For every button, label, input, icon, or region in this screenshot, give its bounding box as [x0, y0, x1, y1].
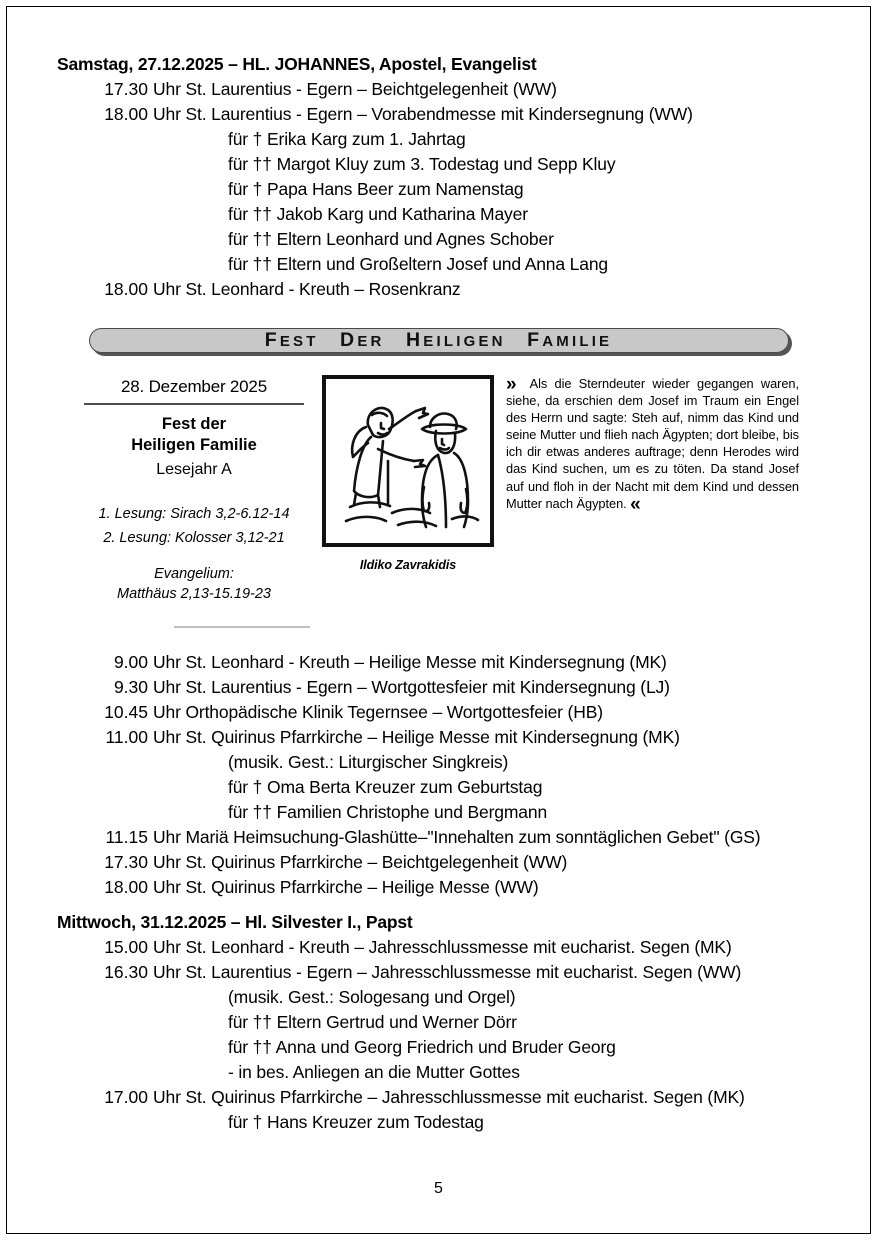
service-time: 9.00 — [113, 652, 148, 672]
intention-name: Oma Berta Kreuzer zum Geburtstag — [262, 777, 543, 797]
service-description: Uhr Orthopädische Klinik Tegernsee – Wortgottesfeier (HB) — [153, 702, 603, 722]
schedule-section-mittwoch — [0, 910, 877, 1135]
service-time: 10.45 — [104, 702, 148, 722]
cross-marker: für † — [228, 1112, 263, 1132]
service-time: 16.30 — [104, 962, 148, 982]
note-line: (musik. Gest.: Liturgischer Singkreis) — [228, 752, 509, 772]
intention-line — [88, 800, 877, 825]
service-description: Uhr Mariä Heimsuchung-Glashütte–"Innehalten zum sonntäglichen Gebet" (GS) — [153, 827, 761, 847]
day-heading-2: Mittwoch, 31.12.2025 – Hl. Silvester I., Papst — [57, 912, 413, 932]
intention-name: Anna und Georg Friedrich und Bruder Georg — [271, 1037, 616, 1057]
service-line — [88, 875, 877, 900]
service-description: Uhr St. Leonhard - Kreuth – Rosenkranz — [153, 279, 461, 299]
service-description: Uhr St. Quirinus Pfarrkirche – Heilige Messe (WW) — [153, 877, 539, 897]
illustration-column — [310, 371, 506, 572]
service-line — [88, 277, 877, 302]
gospel-quote-text — [506, 374, 799, 515]
reading-first: 1. Lesung: Sirach 3,2-6.12-14 — [98, 506, 290, 522]
feast-banner — [89, 328, 789, 353]
illustration-credit: Ildiko Zavrakidis — [359, 558, 457, 572]
intention-name: Papa Hans Beer zum Namenstag — [262, 179, 524, 199]
cross-marker: für †† — [228, 254, 272, 274]
service-line — [88, 700, 877, 725]
intention-name: Margot Kluy zum 3. Todestag und Sepp Kluy — [271, 154, 616, 174]
intention-name: Familien Christophe und Bergmann — [271, 802, 548, 822]
intention-name: Erika Karg zum 1. Jahrtag — [262, 129, 466, 149]
cross-marker: für †† — [228, 1037, 272, 1057]
readings-list — [78, 502, 310, 550]
service-line — [88, 650, 877, 675]
cross-marker: für † — [228, 777, 263, 797]
intention-line — [88, 1110, 877, 1135]
feast-title — [78, 414, 310, 456]
lectionary-year: Lesejahr A — [156, 461, 232, 478]
banner-word-rest: EST — [279, 333, 319, 350]
intention-line — [88, 127, 877, 152]
quote-close-mark: « — [630, 493, 640, 515]
day-heading: Samstag, 27.12.2025 – HL. JOHANNES, Apostel, Evangelist — [57, 54, 537, 74]
banner-word-initial: F — [264, 329, 280, 351]
service-line — [88, 725, 877, 750]
cross-marker: für † — [228, 129, 263, 149]
service-description: Uhr St. Laurentius - Egern – Wortgottesfeier mit Kindersegnung (LJ) — [153, 677, 670, 697]
service-time: 15.00 — [104, 937, 148, 957]
illustration-frame — [322, 375, 494, 547]
service-line — [88, 77, 877, 102]
intention-line — [88, 1035, 877, 1060]
service-time: 17.30 — [104, 852, 148, 872]
cross-marker: für †† — [228, 154, 272, 174]
quote-body: Als die Sterndeuter wieder gegangen waren, siehe, da erschien dem Josef im Traum ein Engel des Herrn und sagte: Steh auf, nimm das Kind und seine Mutter und flieh nach Ägypten; dort bleibe, bis ich dir etwas anderes auftrage; denn Herodes wird das Kind suchen, um es zu töten. Da stand Josef auf und floh in der Nacht mit dem Kind und dessen Mutter nach Ägypten. — [506, 376, 799, 511]
intention-line — [88, 227, 877, 252]
service-line — [88, 960, 877, 985]
page-number: 5 — [434, 1180, 443, 1197]
gospel-label: Evangelium: — [154, 566, 234, 582]
service-time: 17.30 — [104, 79, 148, 99]
gospel-quote-column — [506, 371, 799, 515]
feast-date: 28. Dezember 2025 — [121, 377, 267, 396]
cross-marker: für †† — [228, 802, 272, 822]
service-line — [88, 825, 877, 850]
intention-name: Hans Kreuzer zum Todestag — [262, 1112, 484, 1132]
intention-line — [88, 177, 877, 202]
service-time: 11.00 — [105, 727, 148, 747]
cross-marker: für †† — [228, 1012, 272, 1032]
banner-word-rest: ER — [357, 333, 385, 350]
intention-name: Jakob Karg und Katharina Mayer — [271, 204, 528, 224]
service-description: Uhr St. Quirinus Pfarrkirche – Heilige Messe mit Kindersegnung (MK) — [153, 727, 680, 747]
service-time: 18.00 — [104, 279, 148, 299]
cross-marker: für †† — [228, 229, 272, 249]
reading-second: 2. Lesung: Kolosser 3,12-21 — [103, 530, 285, 546]
intention-name: Eltern Gertrud und Werner Dörr — [271, 1012, 517, 1032]
intention-line — [88, 252, 877, 277]
banner-word-initial: H — [405, 329, 424, 351]
service-list-2 — [0, 935, 877, 1135]
service-description: Uhr St. Laurentius - Egern – Beichtgelegenheit (WW) — [153, 79, 557, 99]
feast-service-list — [0, 650, 877, 900]
feast-title-line1: Fest der — [161, 415, 227, 433]
gospel-reference — [78, 564, 310, 604]
service-description: Uhr St. Quirinus Pfarrkirche – Beichtgelegenheit (WW) — [153, 852, 568, 872]
feast-block — [0, 328, 877, 628]
service-description: Uhr St. Leonhard - Kreuth – Jahresschlussmesse mit eucharist. Segen (MK) — [153, 937, 732, 957]
banner-word-rest: EILIGEN — [423, 333, 506, 350]
intention-line — [88, 775, 877, 800]
feast-info-column — [78, 371, 310, 628]
service-line — [88, 1085, 877, 1110]
banner-word-initial: F — [527, 329, 543, 351]
feast-divider-bottom — [174, 626, 310, 628]
service-line — [88, 850, 877, 875]
banner-word-initial: D — [340, 329, 358, 351]
intention-name: Eltern und Großeltern Josef und Anna Lang — [271, 254, 609, 274]
service-description: Uhr St. Leonhard - Kreuth – Heilige Messe mit Kindersegnung (MK) — [153, 652, 667, 672]
schedule-section-samstag — [0, 52, 877, 302]
cross-marker: für †† — [228, 204, 272, 224]
gospel-citation: Matthäus 2,13-15.19-23 — [117, 586, 271, 602]
cross-marker: für † — [228, 179, 263, 199]
feast-banner-label — [265, 329, 613, 352]
feast-divider-top — [84, 403, 304, 405]
intention-line — [88, 152, 877, 177]
service-time: 9.30 — [113, 677, 148, 697]
service-time: 17.00 — [104, 1087, 148, 1107]
service-time: 11.15 — [105, 827, 148, 847]
intention-line — [88, 202, 877, 227]
service-line — [88, 675, 877, 700]
feast-title-line2: Heiligen Familie — [131, 436, 257, 454]
service-line — [88, 102, 877, 127]
service-time: 18.00 — [104, 877, 148, 897]
quote-open-mark: » — [506, 374, 516, 395]
angel-and-joseph-illustration — [326, 379, 490, 543]
service-description: Uhr St. Laurentius - Egern – Vorabendmesse mit Kindersegnung (WW) — [153, 104, 693, 124]
feast-body — [0, 371, 877, 628]
service-description: Uhr St. Laurentius - Egern – Jahresschlussmesse mit eucharist. Segen (WW) — [153, 962, 742, 982]
service-line — [88, 935, 877, 960]
note-line: (musik. Gest.: Sologesang und Orgel) — [228, 987, 516, 1007]
service-list — [0, 77, 877, 302]
service-description: Uhr St. Quirinus Pfarrkirche – Jahresschlussmesse mit eucharist. Segen (MK) — [153, 1087, 745, 1107]
note-line: - in bes. Anliegen an die Mutter Gottes — [228, 1062, 520, 1082]
service-time: 18.00 — [104, 104, 148, 124]
intention-line — [88, 1010, 877, 1035]
banner-word-rest: AMILIE — [542, 333, 613, 350]
intention-name: Eltern Leonhard und Agnes Schober — [271, 229, 554, 249]
